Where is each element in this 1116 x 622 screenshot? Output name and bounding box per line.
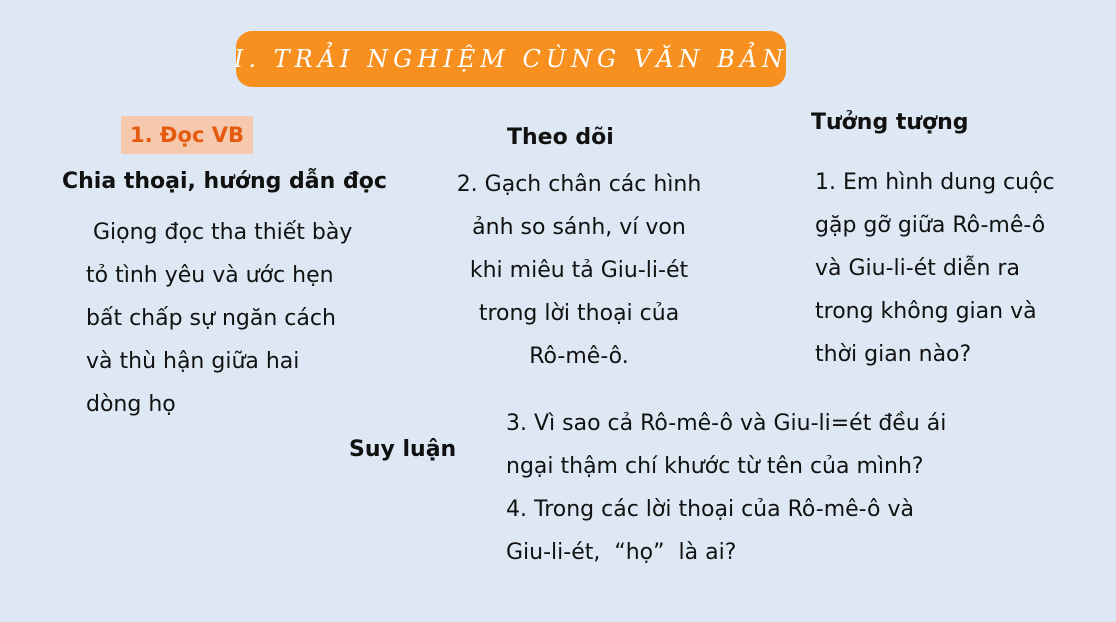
col1-line: dòng họ [86,392,176,417]
col4-heading: Suy luận [349,437,457,462]
col4-line: Giu-li-ét, “họ” là ai? [506,540,737,565]
col3-line: 1. Em hình dung cuộc [815,170,1055,195]
col1-line: Giọng đọc tha thiết bày [86,220,353,245]
col2-body [448,163,710,378]
col4-line: 4. Trong các lời thoại của Rô-mê-ô và [506,497,914,522]
col3-line: thời gian nào? [815,342,972,367]
col2-line: 2. Gạch chân các hình [456,172,702,197]
col3-line: trong không gian và [815,299,1037,324]
col1-body [86,211,352,426]
col3-body [815,161,1055,376]
col4-line: 3. Vì sao cả Rô-mê-ô và Giu-li=ét đều ái [506,411,947,436]
col3-heading: Tưởng tượng [811,110,969,135]
col4-body [506,402,946,574]
col1-line: tỏ tình yêu và ước hẹn [86,263,334,288]
section-title-banner [233,31,789,87]
section-title: I. TRẢI NGHIỆM CÙNG VĂN BẢN [233,45,789,73]
col4-line: ngại thậm chí khước từ tên của mình? [506,454,924,479]
col2-line: Rô-mê-ô. [529,344,629,369]
col2-heading: Theo dõi [507,125,614,150]
col2-line: ảnh so sánh, ví von [472,215,686,240]
col2-line: khi miêu tả Giu-li-ét [469,258,689,283]
col3-line: và Giu-li-ét diễn ra [815,256,1020,281]
col1-line: và thù hận giữa hai [86,349,300,374]
col1-heading: Chia thoại, hướng dẫn đọc [62,169,387,194]
col3-line: gặp gỡ giữa Rô-mê-ô [815,213,1046,238]
reading-tag: 1. Đọc VB [121,116,253,154]
col1-line: bất chấp sự ngăn cách [86,306,336,331]
col2-line: trong lời thoại của [478,301,680,326]
